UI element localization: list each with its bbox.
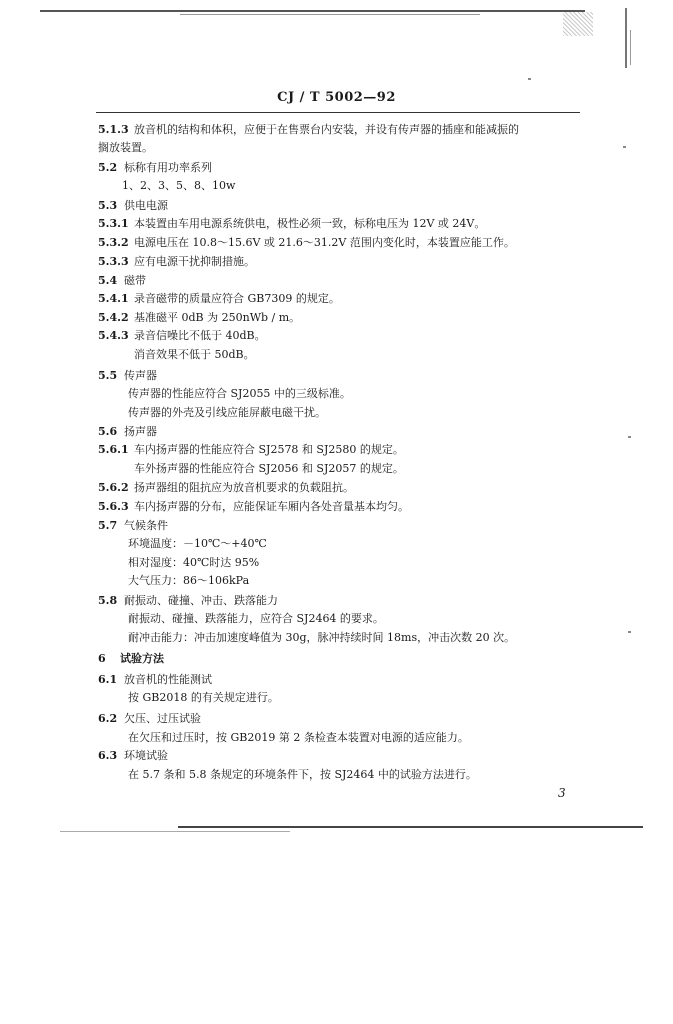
clause-5-3-2 <box>98 235 515 251</box>
clause-number: 5.4.2 <box>98 311 129 324</box>
clause-text: 录音信噪比不低于 40dB。 <box>134 329 266 342</box>
clause-5-2 <box>98 160 212 176</box>
clause-number: 5.5 <box>98 369 118 382</box>
clause-text: 供电电源 <box>124 199 168 212</box>
footer-rule-thin <box>60 831 290 832</box>
clause-number: 5.8 <box>98 594 118 607</box>
clause-number: 5.6.2 <box>98 481 129 494</box>
clause-text: 大气压力：86～106kPa <box>128 574 250 587</box>
clause-text-line <box>134 347 255 363</box>
clause-text-line <box>128 555 259 571</box>
clause-text: 车内扬声器的分布，应能保证车厢内各处音量基本均匀。 <box>134 500 409 513</box>
clause-text-line <box>128 611 384 627</box>
scan-top-rule <box>40 10 585 12</box>
clause-5-4-3 <box>98 328 266 344</box>
clause-number: 5.3 <box>98 199 118 212</box>
clause-5-4 <box>98 273 146 289</box>
clause-text: 在欠压和过压时，按 GB2019 第 2 条检查本装置对电源的适应能力。 <box>128 731 469 744</box>
clause-text-line <box>134 461 404 477</box>
clause-number: 5.6.1 <box>98 443 129 456</box>
clause-5-5 <box>98 368 157 384</box>
clause-text: 车外扬声器的性能应符合 SJ2056 和 SJ2057 的规定。 <box>134 462 404 475</box>
scan-speck <box>628 631 631 633</box>
clause-6-3 <box>98 748 168 764</box>
clause-5-4-2 <box>98 310 300 326</box>
clause-text: 环境温度：－10℃～+40℃ <box>128 537 267 550</box>
clause-5-1-3 <box>98 122 519 138</box>
clause-text-line <box>128 630 515 646</box>
clause-text: 欠压、过压试验 <box>124 712 201 725</box>
footer-rule <box>178 826 643 828</box>
clause-text-line <box>128 386 351 402</box>
clause-text: 扬声器组的阻抗应为放音机要求的负载阻抗。 <box>134 481 354 494</box>
clause-text: 在 5.7 条和 5.8 条规定的环境条件下，按 SJ2464 中的试验方法进行。 <box>128 768 477 781</box>
clause-text: 试验方法 <box>120 652 164 665</box>
clause-5-7 <box>98 518 168 534</box>
clause-text-line <box>128 730 469 746</box>
clause-text-line <box>128 405 326 421</box>
scan-right-edge <box>625 8 627 68</box>
clause-number: 5.3.2 <box>98 236 129 249</box>
clause-5-6-1 <box>98 442 404 458</box>
clause-6-2 <box>98 711 201 727</box>
clause-text: 应有电源干扰抑制措施。 <box>134 255 255 268</box>
clause-5-6-2 <box>98 480 354 496</box>
clause-5-3-1 <box>98 216 485 232</box>
clause-number: 5.4 <box>98 274 118 287</box>
page-number: 3 <box>558 786 566 800</box>
scan-right-edge-secondary <box>630 30 631 65</box>
clause-text-line <box>128 573 249 589</box>
clause-text: 放音机的结构和体积，应便于在售票台内安装，并设有传声器的插座和能减振的 <box>134 123 519 136</box>
clause-text: 耐振动、碰撞、冲击、跌落能力 <box>124 594 278 607</box>
clause-text-line <box>128 690 279 706</box>
clause-number: 5.3.1 <box>98 217 129 230</box>
clause-text: 传声器的性能应符合 SJ2055 中的三级标准。 <box>128 387 351 400</box>
clause-text: 1、2、3、5、8、10w <box>122 179 236 192</box>
clause-text: 按 GB2018 的有关规定进行。 <box>128 691 279 704</box>
clause-number: 5.2 <box>98 161 118 174</box>
clause-text: 扬声器 <box>124 425 157 438</box>
clause-text: 传声器的外壳及引线应能屏蔽电磁干扰。 <box>128 406 326 419</box>
clause-text-line <box>128 536 267 552</box>
clause-text: 耐冲击能力：冲击加速度峰值为 30g，脉冲持续时间 18ms，冲击次数 20 次。 <box>128 631 516 644</box>
clause-text: 录音磁带的质量应符合 GB7309 的规定。 <box>134 292 340 305</box>
clause-number: 6.2 <box>98 712 118 725</box>
clause-text: 耐振动、碰撞、跌落能力，应符合 SJ2464 的要求。 <box>128 612 384 625</box>
clause-number: 5.4.3 <box>98 329 129 342</box>
clause-number: 5.6 <box>98 425 118 438</box>
clause-number: 6.1 <box>98 673 118 686</box>
standard-code-header: CJ / T 5002—92 <box>277 90 396 105</box>
clause-number: 5.3.3 <box>98 255 129 268</box>
clause-5-3-3 <box>98 254 255 270</box>
clause-6-1 <box>98 672 212 688</box>
clause-text: 磁带 <box>124 274 146 287</box>
clause-number: 6.3 <box>98 749 118 762</box>
clause-text: 基准磁平 0dB 为 250nWb / m。 <box>134 311 301 324</box>
scan-speck <box>528 78 531 80</box>
scan-speck <box>628 436 631 438</box>
clause-5-6-3 <box>98 499 409 515</box>
clause-text: 电源电压在 10.8～15.6V 或 21.6～31.2V 范围内变化时，本装置应能工作。 <box>134 236 515 249</box>
header-rule <box>96 112 580 113</box>
clause-text: 相对湿度：40℃时达 95% <box>128 556 260 569</box>
clause-text: 本装置由车用电源系统供电，极性必须一致，标称电压为 12V 或 24V。 <box>134 217 486 230</box>
clause-text: 放音机的性能测试 <box>124 673 212 686</box>
clause-text: 环境试验 <box>124 749 168 762</box>
clause-5-3 <box>98 198 168 214</box>
clause-5-6 <box>98 424 157 440</box>
scan-smudge <box>563 12 593 36</box>
clause-text: 消音效果不低于 50dB。 <box>134 348 255 361</box>
clause-text-line <box>128 767 477 783</box>
clause-text: 传声器 <box>124 369 157 382</box>
clause-text-line <box>122 178 235 194</box>
clause-text: 车内扬声器的性能应符合 SJ2578 和 SJ2580 的规定。 <box>134 443 404 456</box>
clause-5-8 <box>98 593 278 609</box>
clause-number: 5.7 <box>98 519 118 532</box>
scan-speck <box>623 146 626 148</box>
clause-number: 5.6.3 <box>98 500 129 513</box>
clause-text: 搁放装置。 <box>98 141 153 154</box>
scan-top-rule-thin <box>180 14 480 15</box>
clause-text: 标称有用功率系列 <box>124 161 212 174</box>
clause-number: 5.4.1 <box>98 292 129 305</box>
clause-text: 气候条件 <box>124 519 168 532</box>
clause-number: 5.1.3 <box>98 123 129 136</box>
clause-text-line <box>98 140 153 156</box>
clause-5-4-1 <box>98 291 340 307</box>
clause-6 <box>98 651 164 667</box>
clause-number: 6 <box>98 652 106 665</box>
